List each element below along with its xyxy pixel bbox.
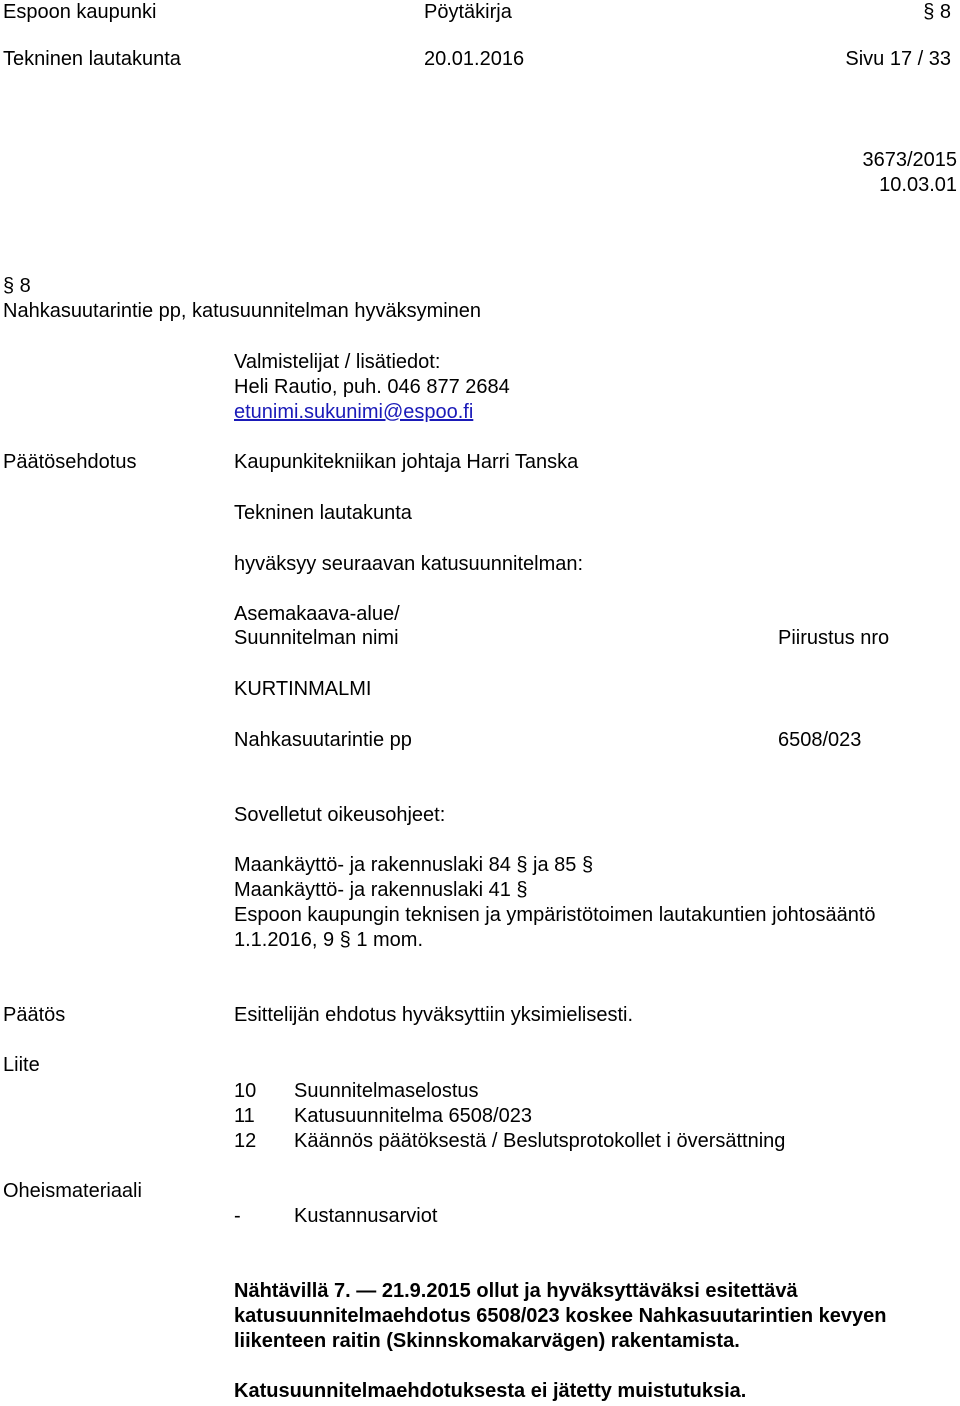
notice-line: katusuunnitelmaehdotus 6508/023 koskee Nahkasuutarintien kevyen xyxy=(234,1305,887,1327)
attachment-label: Katusuunnitelma 6508/023 xyxy=(294,1105,532,1127)
area-name: KURTINMALMI xyxy=(234,678,372,700)
material-label: Kustannusarviot xyxy=(294,1205,438,1227)
proposal-approves: hyväksyy seuraavan katusuunnitelman: xyxy=(234,553,584,575)
column-header-area: Asemakaava-alue/ xyxy=(234,603,400,625)
proposal-body: Tekninen lautakunta xyxy=(234,502,412,524)
org-name: Espoon kaupunki xyxy=(3,1,157,23)
attachment-number: 12 xyxy=(234,1130,257,1152)
legal-basis-item: Maankäyttö- ja rakennuslaki 41 § xyxy=(234,879,528,901)
notice-closing: Katusuunnitelmaehdotuksesta ei jätetty muistutuksia. xyxy=(234,1380,747,1402)
plan-name: Nahkasuutarintie pp xyxy=(234,729,412,751)
item-section: § 8 xyxy=(3,275,31,297)
legal-basis-label: Sovelletut oikeusohjeet: xyxy=(234,804,446,826)
meeting-date: 20.01.2016 xyxy=(424,48,525,70)
proposer: Kaupunkitekniikan johtaja Harri Tanska xyxy=(234,451,579,473)
header-section: § 8 xyxy=(923,1,951,23)
attachment-label: Käännös päätöksestä / Beslutsprotokollet i översättning xyxy=(294,1130,786,1152)
doc-type: Pöytäkirja xyxy=(424,1,512,23)
decision-heading: Päätös xyxy=(3,1004,66,1026)
attachment-number: 10 xyxy=(234,1080,257,1102)
reference-number: 3673/2015 xyxy=(862,149,957,171)
preparer-contact: Heli Rautio, puh. 046 877 2684 xyxy=(234,376,510,398)
drawing-number: 6508/023 xyxy=(778,729,862,751)
legal-basis-item: Maankäyttö- ja rakennuslaki 84 § ja 85 § xyxy=(234,854,594,876)
attachments-heading: Liite xyxy=(3,1054,40,1076)
legal-basis-item: Espoon kaupungin teknisen ja ympäristötoimen lautakuntien johtosääntö xyxy=(234,904,876,926)
notice-line: liikenteen raitin (Skinnskomakarvägen) rakentamista. xyxy=(234,1330,740,1352)
item-title: Nahkasuutarintie pp, katusuunnitelman hyväksyminen xyxy=(3,300,482,322)
preparers-label: Valmistelijat / lisätiedot: xyxy=(234,351,441,373)
legal-basis-item: 1.1.2016, 9 § 1 mom. xyxy=(234,929,424,951)
attachment-number: 11 xyxy=(234,1105,255,1127)
materials-heading: Oheismateriaali xyxy=(3,1180,142,1202)
proposal-heading: Päätösehdotus xyxy=(3,451,137,473)
attachment-label: Suunnitelmaselostus xyxy=(294,1080,479,1102)
board-name: Tekninen lautakunta xyxy=(3,48,181,70)
page-number: Sivu 17 / 33 xyxy=(845,48,951,70)
notice-line: Nähtävillä 7. — 21.9.2015 ollut ja hyväksyttäväksi esitettävä xyxy=(234,1280,798,1302)
column-header-plan-name: Suunnitelman nimi xyxy=(234,627,399,649)
decision-text: Esittelijän ehdotus hyväksyttiin yksimielisesti. xyxy=(234,1004,634,1026)
material-bullet: - xyxy=(234,1205,241,1227)
reference-code: 10.03.01 xyxy=(879,174,957,196)
column-header-drawing-no: Piirustus nro xyxy=(778,627,890,649)
preparer-email-link[interactable]: etunimi.sukunimi@espoo.fi xyxy=(234,401,474,423)
